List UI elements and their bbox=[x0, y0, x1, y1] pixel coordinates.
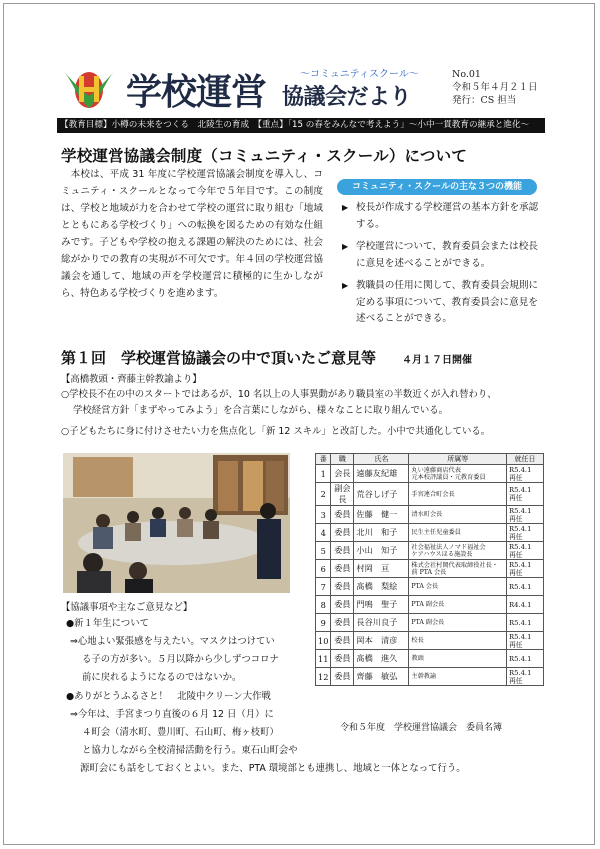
table-cell: 11 bbox=[316, 650, 331, 668]
table-cell: 7 bbox=[316, 578, 331, 596]
meeting-photo bbox=[63, 453, 290, 593]
issue-publisher: 発行：CS 担当 bbox=[452, 95, 517, 106]
table-cell: 荒谷しげ子 bbox=[354, 483, 409, 506]
table-cell: 10 bbox=[316, 632, 331, 650]
school-emblem-logo bbox=[62, 66, 116, 112]
table-cell: 副会長 bbox=[331, 483, 354, 506]
table-cell: PTA 副会長 bbox=[409, 614, 507, 632]
table-row bbox=[316, 524, 544, 542]
issue-info bbox=[452, 68, 538, 107]
table-row bbox=[316, 483, 544, 506]
table-cell: 委員 bbox=[331, 614, 354, 632]
table-cell: R5.4.1 再任 bbox=[507, 483, 544, 506]
column-header: 所属等 bbox=[409, 454, 507, 465]
table-cell: 12 bbox=[316, 668, 331, 686]
table-cell: 佐藤 健一 bbox=[354, 506, 409, 524]
table-cell: 委員 bbox=[331, 506, 354, 524]
column-header: 氏名 bbox=[354, 454, 409, 465]
column-header: 番 bbox=[316, 454, 331, 465]
table-cell: 1 bbox=[316, 465, 331, 483]
column-header: 就任日 bbox=[507, 454, 544, 465]
table-row bbox=[316, 560, 544, 578]
table-caption: 令和５年度 学校運営協議会 委員名簿 bbox=[340, 723, 503, 733]
table-cell: 手宮連合町会長 bbox=[409, 483, 507, 506]
table-cell: 民生主任児童委員 bbox=[409, 524, 507, 542]
table-cell: 齊藤 敏弘 bbox=[354, 668, 409, 686]
table-row bbox=[316, 542, 544, 560]
table-cell: R5.4.1 再任 bbox=[507, 465, 544, 483]
table-cell: 岡本 清彦 bbox=[354, 632, 409, 650]
table-cell: 長谷川良子 bbox=[354, 614, 409, 632]
table-cell: 教頭 bbox=[409, 650, 507, 668]
discussion-topic-body: ⇒心地よい緊張感を与えたい。マスクはつけてい る子の方が多い。５月以降から少しずつコロナ 前に戻れるようになるのではないか。 bbox=[70, 636, 279, 683]
table-cell: 小山 知子 bbox=[354, 542, 409, 560]
discussion-topic-body: ⇒今年は、手宮まつり直後の６月 12 日（月）に ４町会（清水町、豊川町、石山町、梅ヶ枝町） と協力しながら全校清掃活動を行う。東石山町会や bbox=[70, 709, 298, 756]
discussion-heading: 【協議事項や主なご意見など】 bbox=[61, 602, 193, 613]
community-school-tagline: ～コミュニティスクール～ bbox=[300, 69, 419, 80]
functions-heading-pill: コミュニティ・スクールの主な３つの機能 bbox=[337, 179, 537, 195]
table-cell: 北川 和子 bbox=[354, 524, 409, 542]
table-row bbox=[316, 668, 544, 686]
table-row bbox=[316, 506, 544, 524]
functions-list bbox=[340, 200, 540, 334]
table-cell: R5.4.1 再任 bbox=[507, 632, 544, 650]
table-cell: 丸い遠藤商店代表 元本校評議員・元教育委員 bbox=[409, 465, 507, 483]
table-cell: 門鳴 聖子 bbox=[354, 596, 409, 614]
table-cell: R4.4.1 bbox=[507, 596, 544, 614]
system-intro-text: 本校は、平成 31 年度に学校運営協議会制度を導入し、コミュニティ・スクールとなって今年で５年目です。この制度は、学校と地域が力を合わせて学校の運営に取り組む「地域とともにある学校づくり」への転換を図るための有効な仕組みです。子どもや学校の抱える課題の解決のためには、社会総がかりでの教育の実現が不可欠です。年４回の学校運営協議会を通して、地域の声を学校運営に積極的に生かしながら、特色ある学校づくりを進めます。 bbox=[61, 169, 323, 299]
table-cell: 株式会社村岡代表取締役社長・前 PTA 会長 bbox=[409, 560, 507, 578]
table-cell: 委員 bbox=[331, 650, 354, 668]
table-cell: 4 bbox=[316, 524, 331, 542]
table-row bbox=[316, 596, 544, 614]
table-cell: 委員 bbox=[331, 596, 354, 614]
table-row bbox=[316, 465, 544, 483]
newsletter-title: 学校運営 bbox=[126, 72, 267, 113]
committee-members-table bbox=[315, 453, 544, 686]
discussion-topic-body-continued: 源町会にも話をしておくとよい。また、PTA 環境部とも連携し、地域と一体となって行う。 bbox=[80, 763, 466, 774]
table-cell: 主幹教諭 bbox=[409, 668, 507, 686]
table-cell: 委員 bbox=[331, 524, 354, 542]
table-cell: R5.4.1 再任 bbox=[507, 560, 544, 578]
table-cell: R5.4.1 再任 bbox=[507, 506, 544, 524]
table-cell: 清水町会長 bbox=[409, 506, 507, 524]
table-cell: 髙橋 梨絵 bbox=[354, 578, 409, 596]
table-cell: 8 bbox=[316, 596, 331, 614]
table-row bbox=[316, 614, 544, 632]
comment-item: ○子どもたちに身に付けさせたい力を焦点化し「新 12 スキル」と改訂した。小中で共通化している。 bbox=[61, 426, 491, 437]
table-cell: PTA 副会長 bbox=[409, 596, 507, 614]
discussion-topic-title: ●新１年生について bbox=[66, 618, 149, 629]
triangle-bullet-icon: ▶ bbox=[342, 242, 349, 251]
table-cell: 6 bbox=[316, 560, 331, 578]
table-row bbox=[316, 650, 544, 668]
table-header-row bbox=[316, 454, 544, 465]
education-goal-banner: 【教育目標】小樽の未来をつくる 北陵生の育成 【重点】「15 の春をみんなで考えよう」～小中一貫教育の継承と進化～ bbox=[57, 118, 545, 133]
issue-number: No.01 bbox=[452, 69, 481, 80]
function-item: ▶ 学校運営について、教育委員会または校長に意見を述べることができる。 bbox=[342, 241, 538, 269]
table-cell: 委員 bbox=[331, 668, 354, 686]
table-row bbox=[316, 632, 544, 650]
speaker-label: 【高橋教頭・齊藤主幹教諭より】 bbox=[61, 374, 202, 385]
table-cell: R5.4.1 再任 bbox=[507, 524, 544, 542]
table-cell: 9 bbox=[316, 614, 331, 632]
triangle-bullet-icon: ▶ bbox=[342, 203, 349, 212]
table-cell: 委員 bbox=[331, 542, 354, 560]
table-cell: R5.4.1 bbox=[507, 614, 544, 632]
table-cell: 2 bbox=[316, 483, 331, 506]
table-cell: 委員 bbox=[331, 578, 354, 596]
table-cell: 3 bbox=[316, 506, 331, 524]
section-heading-system: 学校運営協議会制度（コミュニティ・スクール）について bbox=[61, 147, 468, 165]
table-cell: R5.4.1 bbox=[507, 578, 544, 596]
table-cell: PTA 会長 bbox=[409, 578, 507, 596]
section-heading-meeting: 第１回 学校運営協議会の中で頂いたご意見等 bbox=[61, 349, 377, 367]
table-cell: 村岡 亘 bbox=[354, 560, 409, 578]
table-cell: 社会福祉法人ノマド福祉会 ケアハウスほる施設長 bbox=[409, 542, 507, 560]
table-cell: 会長 bbox=[331, 465, 354, 483]
issue-date: 令和５年４月２１日 bbox=[452, 82, 538, 93]
table-cell: 髙橋 進久 bbox=[354, 650, 409, 668]
comment-item: ○学校長不在の中のスタートではあるが、10 名以上の人事異動があり職員室の半数近くが入れ替わり、 学校経営方針「まずやってみよう」を合言葉にしながら、様々なことに取り組んでいる。 bbox=[61, 389, 497, 416]
table-cell: R5.4.1 再任 bbox=[507, 668, 544, 686]
meeting-date: ４月１７日開催 bbox=[402, 355, 472, 366]
table-cell: 校長 bbox=[409, 632, 507, 650]
newsletter-subtitle: 協議会だより bbox=[282, 85, 412, 110]
table-cell: R5.4.1 再任 bbox=[507, 542, 544, 560]
table-row bbox=[316, 578, 544, 596]
discussion-topic-title: ●ありがとうふるさと！ 北陵中クリーン大作戦 bbox=[66, 691, 271, 702]
triangle-bullet-icon: ▶ bbox=[342, 281, 349, 290]
function-item: ▶ 校長が作成する学校運営の基本方針を承認する。 bbox=[342, 202, 539, 230]
table-cell: 遠藤友紀雄 bbox=[354, 465, 409, 483]
column-header: 職 bbox=[331, 454, 354, 465]
table-cell: 委員 bbox=[331, 560, 354, 578]
function-item: ▶ 教職員の任用に関して、教育委員会規則に定める事項について、教育委員会に意見を述べることができる。 bbox=[342, 280, 539, 324]
table-cell: 5 bbox=[316, 542, 331, 560]
table-cell: 委員 bbox=[331, 632, 354, 650]
table-cell: R5.4.1 bbox=[507, 650, 544, 668]
